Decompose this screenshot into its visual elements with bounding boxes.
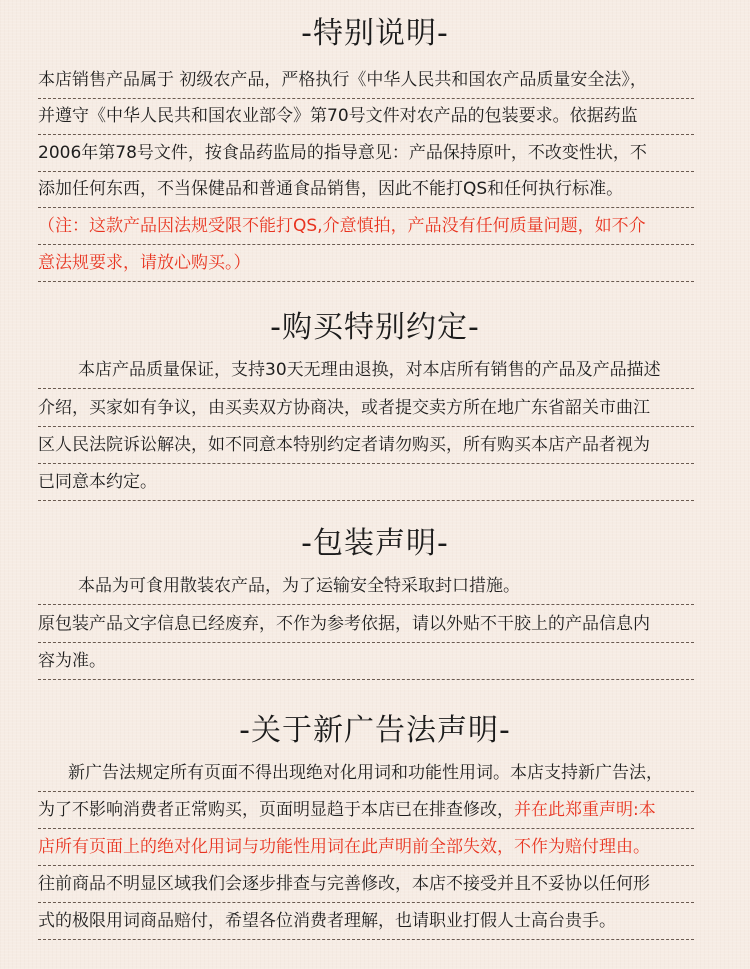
divider — [38, 171, 694, 172]
text-line: 原包装产品文字信息已经废弃，不作为参考依据，请以外贴不干胶上的产品信息内 — [38, 614, 650, 634]
section-title-packaging: -包装声明- — [301, 526, 449, 561]
divider — [38, 207, 694, 208]
text-line: 区人民法院诉讼解决，如不同意本特别约定者请勿购买，所有购买本店产品者视为 — [38, 435, 650, 455]
divider — [38, 244, 694, 245]
text-line: 并遵守《中华人民共和国农业部令》第70号文件对农产品的包装要求。依据药监 — [38, 106, 638, 126]
text-line: 式的极限用词商品赔付，希望各位消费者理解，也请职业打假人士高台贵手。 — [38, 911, 616, 931]
divider — [38, 98, 694, 99]
divider — [38, 902, 694, 903]
notice-line: （注：这款产品因法规受限不能打QS,介意慎拍，产品没有任何质量问题，如不介 — [38, 216, 646, 236]
text-line: 新广告法规定所有页面不得出现绝对化用词和功能性用词。本店支持新广告法， — [68, 763, 663, 783]
declaration-line: 店所有页面上的绝对化用词与功能性用词在此声明前全部失效，不作为赔付理由。 — [38, 837, 650, 857]
text-line — [38, 798, 694, 822]
notice-line: 意法规要求，请放心购买。） — [38, 253, 251, 273]
divider — [38, 828, 694, 829]
divider — [38, 939, 694, 940]
text-line: 2006年第78号文件，按食品药监局的指导意见：产品保持原叶，不改变性状，不 — [38, 143, 647, 163]
section-title-advertising-law: -关于新广告法声明- — [239, 713, 511, 748]
divider — [38, 426, 694, 427]
declaration-highlight: 并在此郑重声明:本 — [514, 800, 656, 820]
text-line: 本品为可食用散装农产品，为了运输安全特采取封口措施。 — [78, 576, 520, 596]
text-line: 容为准。 — [38, 651, 106, 671]
text-line: 添加任何东西，不当保健品和普通食品销售，因此不能打QS和任何执行标准。 — [38, 179, 624, 199]
text-line: 已同意本约定。 — [38, 472, 157, 492]
text-line: 本店销售产品属于 初级农产品，严格执行《中华人民共和国农产品质量安全法》， — [38, 70, 647, 90]
divider — [38, 134, 694, 135]
divider — [38, 604, 694, 605]
divider — [38, 642, 694, 643]
section-title-purchase-agreement: -购买特别约定- — [270, 310, 480, 345]
divider — [38, 791, 694, 792]
text-segment: 为了不影响消费者正常购买，页面明显趋于本店已在排查修改， — [38, 800, 514, 820]
text-line: 介绍，买家如有争议，由买卖双方协商决，或者提交卖方所在地广东省韶关市曲江 — [38, 398, 650, 418]
divider — [38, 388, 694, 389]
section-title-special-notes: -特别说明- — [301, 16, 449, 51]
text-line: 往前商品不明显区域我们会逐步排查与完善修改，本店不接受并且不妥协以任何形 — [38, 874, 650, 894]
divider — [38, 679, 694, 680]
divider — [38, 463, 694, 464]
text-line: 本店产品质量保证，支持30天无理由退换，对本店所有销售的产品及产品描述 — [78, 360, 661, 380]
divider — [38, 865, 694, 866]
divider — [38, 500, 694, 501]
divider — [38, 281, 694, 282]
